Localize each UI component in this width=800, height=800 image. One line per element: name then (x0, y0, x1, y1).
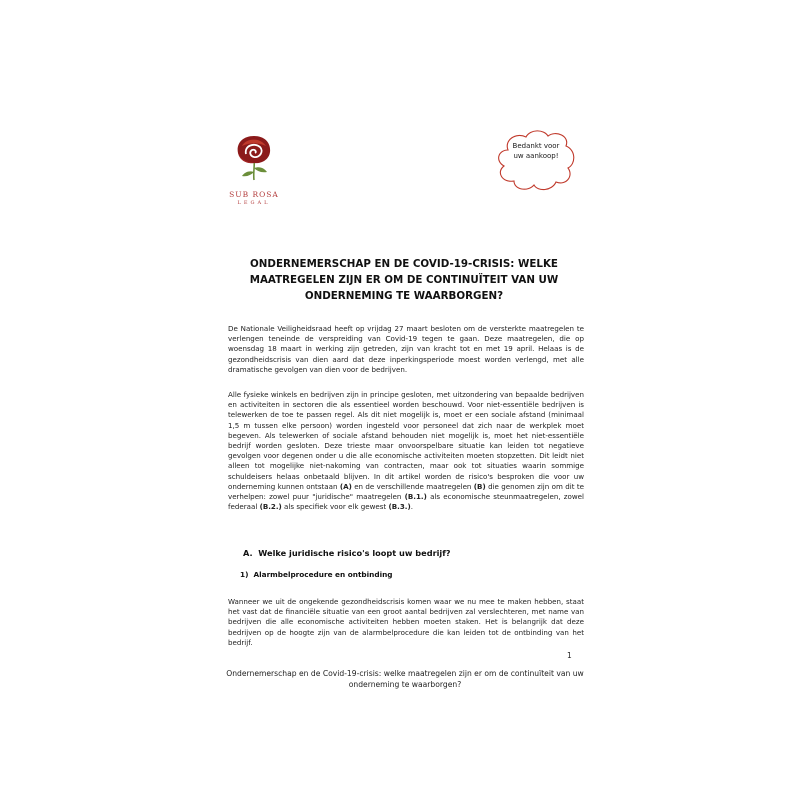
paragraph-intro (228, 324, 584, 375)
paragraph-text: en de verschillende maatregelen (351, 481, 474, 491)
thank-you-badge (494, 128, 578, 194)
badge-text: Bedankt voor uw aankoop! (512, 142, 560, 160)
page-footer: Ondernemerschap en de Covid-19-crisis: welke maatregelen zijn er om de continuïteit van uw onderneming te waarborgen? (226, 669, 584, 689)
document-title: ONDERNEMERSCHAP EN DE COVID-19-CRISIS: WELKE MAATREGELEN ZIJN ER OM DE CONTINUÏTEIT VAN UW ONDERNEMING TE WAARBORGEN? (249, 258, 559, 302)
paragraph-text: Alle fysieke winkels en bedrijven zijn in principe gesloten, met uitzondering van bepaalde bedrijven en activiteiten in sectoren die als essentieel worden beschouwd. Voor niet-essentiële bedrijven is telewerken de toe te passen regel. Als dit niet mogelijk is, moet er een sociale afstand (minimaal 1,5 m tussen elke persoon) worden ingesteld voor personeel dat zich naar de werkplek moet begeven. Als telewerken of sociale afstand behouden niet mogelijk is, moet het niet-essentiële bedrijf worden gesloten. Deze trieste maar onvoorspelbare situatie kan leiden tot negatieve gevolgen voor degenen onder u die alle economische activiteiten moeten stopzetten. Dit leidt niet alleen tot mogelijke niet-nakoming van contracten, maar ook tot situaties waarin sommige schuldeisers helaas onbetaald blijven. In dit artikel worden de risico's besproken die voor uw onderneming kunnen ontstaan (228, 390, 584, 491)
paragraph-text: die genomen zijn om dit te verhelpen: zowel puur "juridische" maatregelen (228, 481, 584, 502)
sub-rosa-logo (224, 128, 284, 218)
paragraph-bold-ref: (B) (473, 481, 486, 491)
logo-name: SUB ROSA (229, 190, 279, 199)
paragraph-bold-ref: (B.1.) (404, 492, 427, 502)
cloud-shape-icon (494, 128, 578, 194)
section-heading-a: A. Welke juridische risico's loopt uw bedrijf? (243, 548, 451, 558)
paragraph-text: De Nationale Veiligheidsraad heeft op vrijdag 27 maart besloten om de versterkte maatregelen te verlengen teneinde de verspreiding van Covid-19 tegen te gaan. Deze maatregelen, die op woensdag 18 maart in werking zijn getreden, zijn van kracht tot en met 19 april. Helaas is de gezondheidscrisis van dien aard dat deze inperkingsperiode moest worden verlengd, met alle dramatische gevolgen van dien voor de bedrijven. (228, 324, 584, 374)
rose-icon (224, 128, 284, 188)
logo-subtitle: LEGAL (237, 200, 271, 206)
paragraph-bold-ref: (B.3.) (388, 502, 411, 512)
paragraph-text: . (410, 502, 413, 512)
subsection-heading-1: 1) Alarmbelprocedure en ontbinding (240, 570, 393, 579)
paragraph-text: Wanneer we uit de ongekende gezondheidscrisis komen waar we nu mee te maken hebben, staat het vast dat de financiële situatie van een groot aantal bedrijven zal verslechteren, met name van bedrijven die alle economische activiteiten hebben moeten staken. Het is belangrijk dat deze bedrijven op de hoogte zijn van de alarmbelprocedure die kan leiden tot de ontbinding van het bedrijf. (228, 597, 584, 647)
paragraph-bold-ref: (B.2.) (259, 502, 282, 512)
paragraph-measures (228, 390, 584, 512)
paragraph-text: als specifiek voor elk gewest (281, 502, 389, 512)
paragraph-bold-ref: (A) (339, 481, 352, 491)
page-number: 1 (567, 651, 572, 660)
paragraph-alarm-procedure (228, 597, 584, 648)
paragraph-text: als economische steunmaatregelen, zowel federaal (228, 492, 585, 512)
